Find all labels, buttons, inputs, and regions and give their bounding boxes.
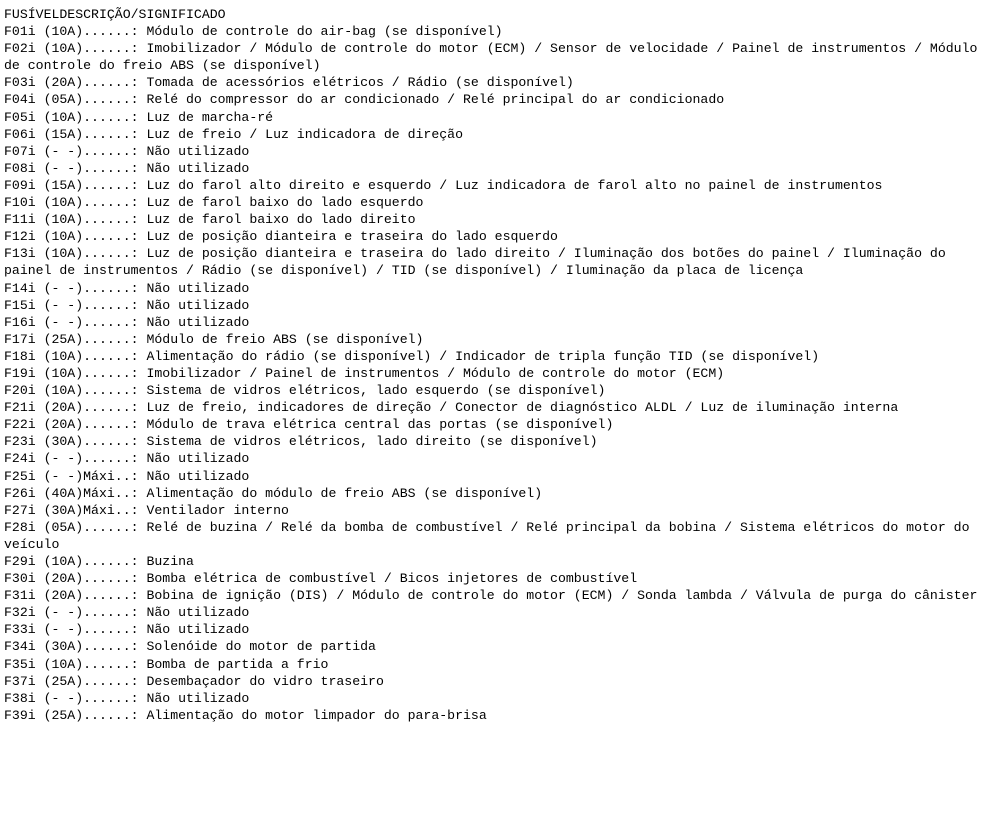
fuse-row: F13i (10A)......: Luz de posição dianteira e traseira do lado direito / Iluminação dos botões do painel / Iluminação do painel de instrumentos / Rádio (se disponível) / TID (se disponível) / Iluminação da placa de licença [4, 246, 954, 279]
fuse-row: F33i (- -)......: Não utilizado [4, 622, 250, 638]
fuse-row: F38i (- -)......: Não utilizado [4, 690, 250, 706]
fuse-row: F35i (10A)......: Bomba de partida a frio [4, 656, 329, 672]
fuse-row: F27i (30A)Máxi..: Ventilador interno [4, 502, 289, 518]
fuse-row: F06i (15A)......: Luz de freio / Luz indicadora de direção [4, 126, 463, 142]
fuse-row: F09i (15A)......: Luz do farol alto direito e esquerdo / Luz indicadora de farol alto no painel de instrumentos [4, 177, 883, 193]
fuse-row: F19i (10A)......: Imobilizador / Painel de instrumentos / Módulo de controle do motor (ECM) [4, 365, 725, 381]
fuse-row: F12i (10A)......: Luz de posição dianteira e traseira do lado esquerdo [4, 229, 558, 245]
fuse-row: F14i (- -)......: Não utilizado [4, 280, 250, 296]
fuse-row: F04i (05A)......: Relé do compressor do ar condicionado / Relé principal do ar condicionado [4, 92, 725, 108]
fuse-row: F07i (- -)......: Não utilizado [4, 143, 250, 159]
fuse-row: F32i (- -)......: Não utilizado [4, 605, 250, 621]
fuse-row: F20i (10A)......: Sistema de vidros elétricos, lado esquerdo (se disponível) [4, 383, 606, 399]
fuse-row: F16i (- -)......: Não utilizado [4, 314, 250, 330]
fuse-row: F25i (- -)Máxi..: Não utilizado [4, 468, 250, 484]
fuse-row: F28i (05A)......: Relé de buzina / Relé da bomba de combustível / Relé principal da bobina / Sistema elétricos do motor do veículo [4, 519, 978, 552]
fuse-row: F30i (20A)......: Bomba elétrica de combustível / Bicos injetores de combustível [4, 571, 638, 587]
fuse-row: F37i (25A)......: Desembaçador do vidro traseiro [4, 673, 384, 689]
fuse-row: F29i (10A)......: Buzina [4, 554, 194, 569]
fuse-list-header: FUSÍVELDESCRIÇÃO/SIGNIFICADO [4, 7, 226, 22]
fuse-row: F15i (- -)......: Não utilizado [4, 297, 250, 313]
fuse-row: F10i (10A)......: Luz de farol baixo do lado esquerdo [4, 195, 424, 211]
fuse-row: F23i (30A)......: Sistema de vidros elétricos, lado direito (se disponível) [4, 434, 598, 450]
fuse-row: F24i (- -)......: Não utilizado [4, 451, 250, 467]
fuse-row: F03i (20A)......: Tomada de acessórios elétricos / Rádio (se disponível) [4, 75, 574, 91]
fuse-row: F26i (40A)Máxi..: Alimentação do módulo de freio ABS (se disponível) [4, 485, 543, 501]
fuse-row: F05i (10A)......: Luz de marcha-ré [4, 109, 274, 125]
fuse-row: F39i (25A)......: Alimentação do motor limpador do para-brisa [4, 707, 487, 723]
fuse-row: F21i (20A)......: Luz de freio, indicadores de direção / Conector de diagnóstico ALDL / Luz de iluminação interna [4, 400, 899, 416]
fuse-row: F22i (20A)......: Módulo de trava elétrica central das portas (se disponível) [4, 417, 614, 433]
fuse-row: F17i (25A)......: Módulo de freio ABS (se disponível) [4, 331, 424, 347]
fuse-row: F08i (- -)......: Não utilizado [4, 160, 250, 176]
fuse-row: F11i (10A)......: Luz de farol baixo do lado direito [4, 212, 416, 228]
fuse-row: F02i (10A)......: Imobilizador / Módulo de controle do motor (ECM) / Sensor de velocidade / Painel de instrumentos / Módulo de controle do freio ABS (se disponível) [4, 41, 986, 74]
fuse-row: F18i (10A)......: Alimentação do rádio (se disponível) / Indicador de tripla função TID (se disponível) [4, 348, 820, 364]
fuse-list-rows [4, 23, 999, 724]
fuse-row: F01i (10A)......: Módulo de controle do air-bag (se disponível) [4, 24, 503, 40]
fuse-row: F34i (30A)......: Solenóide do motor de partida [4, 639, 376, 655]
fuse-row: F31i (20A)......: Bobina de ignição (DIS) / Módulo de controle do motor (ECM) / Sonda lambda / Válvula de purga do cânister [4, 588, 978, 604]
